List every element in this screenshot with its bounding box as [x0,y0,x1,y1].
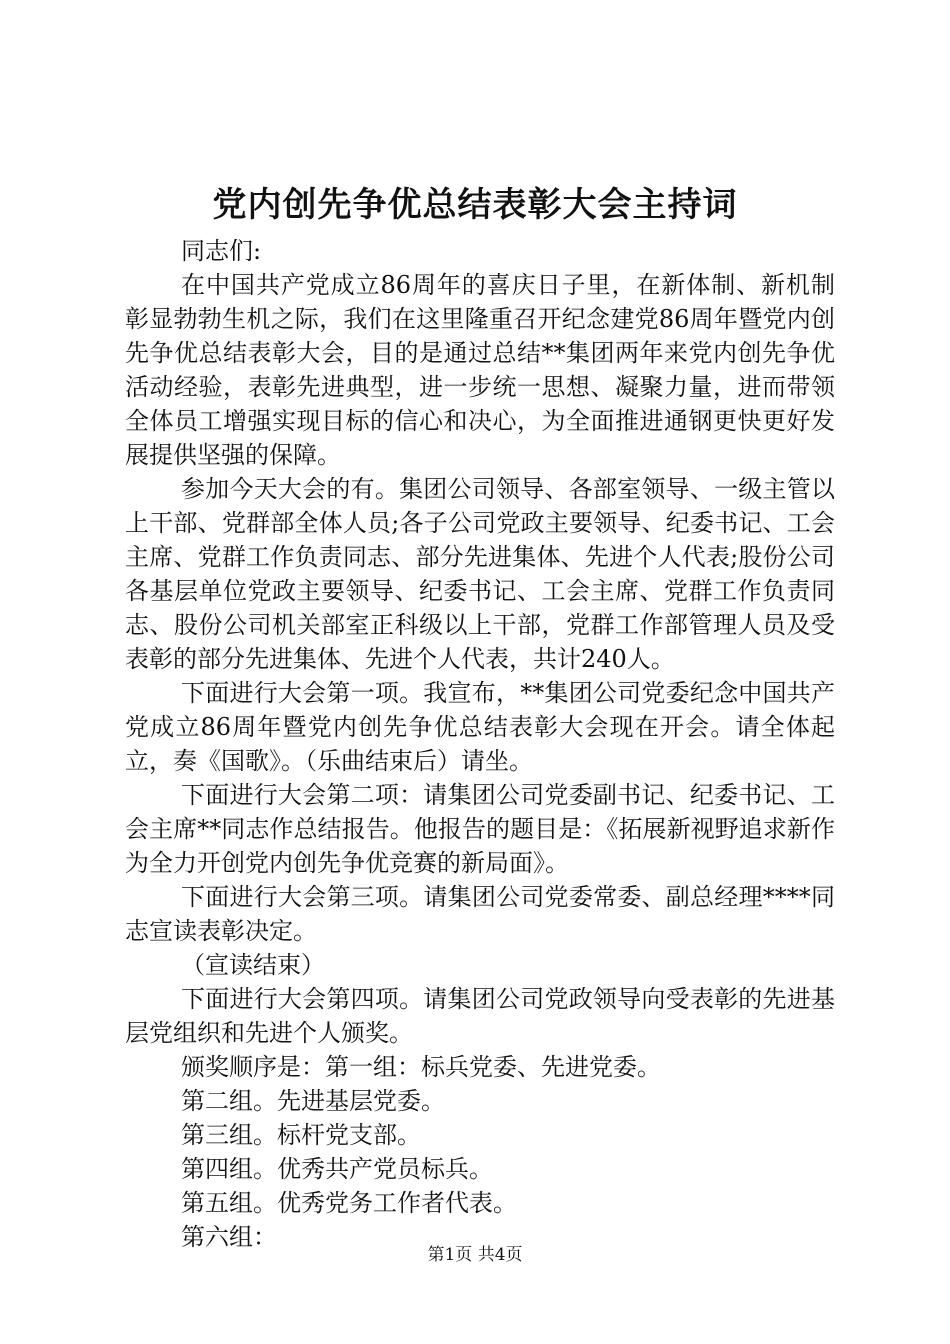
document-title: 党内创先争优总结表彰大会主持词 [212,185,738,225]
paragraph-group-six: 第六组： [181,1223,277,1251]
paragraph-item-one: 下面进行大会第一项。我宣布，**集团公司党委纪念中国共产党成立86周年暨党内创先争优总结表彰大会现在开会。请全体起立，奏《国歌》。（乐曲结束后）请坐。 [125,679,835,775]
paragraph-item-three: 下面进行大会第三项。请集团公司党委常委、副总经理****同志宣读表彰决定。 [125,883,835,945]
paragraph-reading-end: （宣读结束） [181,951,325,979]
paragraph-item-two: 下面进行大会第二项：请集团公司党委副书记、纪委书记、工会主席**同志作总结报告。他报告的题目是：《拓展新视野追求新作为全力开创党内创先争优竞赛的新局面》。 [125,781,835,877]
page-footer: 第1页 共4页 [427,1245,523,1265]
paragraph-award-order: 颁奖顺序是：第一组：标兵党委、先进党委。 [181,1053,661,1081]
paragraph-item-four: 下面进行大会第四项。请集团公司党政领导向受表彰的先进基层党组织和先进个人颁奖。 [125,985,835,1047]
paragraph-group-four: 第四组。优秀共产党员标兵。 [181,1155,493,1183]
paragraph-group-five: 第五组。优秀党务工作者代表。 [181,1189,517,1217]
paragraph-group-three: 第三组。标杆党支部。 [181,1121,421,1149]
paragraph-attendees: 参加今天大会的有。集团公司领导、各部室领导、一级主管以上干部、党群部全体人员;各子公司党政主要领导、纪委书记、工会主席、党群工作负责同志、部分先进集体、先进个人代表;股份公司各基层单位党政主要领导、纪委书记、工会主席、党群工作负责同志、股份公司机关部室正科级以上干部，党群工作部管理人员及受表彰的部分先进集体、先进个人代表，共计240人。 [125,475,835,673]
document-body [125,234,835,1254]
paragraph-salutation: 同志们: [181,237,262,265]
paragraph-opening: 在中国共产党成立86周年的喜庆日子里，在新体制、新机制彰显勃勃生机之际，我们在这里隆重召开纪念建党86周年暨党内创先争优总结表彰大会，目的是通过总结**集团两年来党内创先争优活动经验，表彰先进典型，进一步统一思想、凝聚力量，进而带领全体员工增强实现目标的信心和决心，为全面推进通钢更快更好发展提供坚强的保障。 [125,271,835,469]
paragraph-group-two: 第二组。先进基层党委。 [181,1087,445,1115]
